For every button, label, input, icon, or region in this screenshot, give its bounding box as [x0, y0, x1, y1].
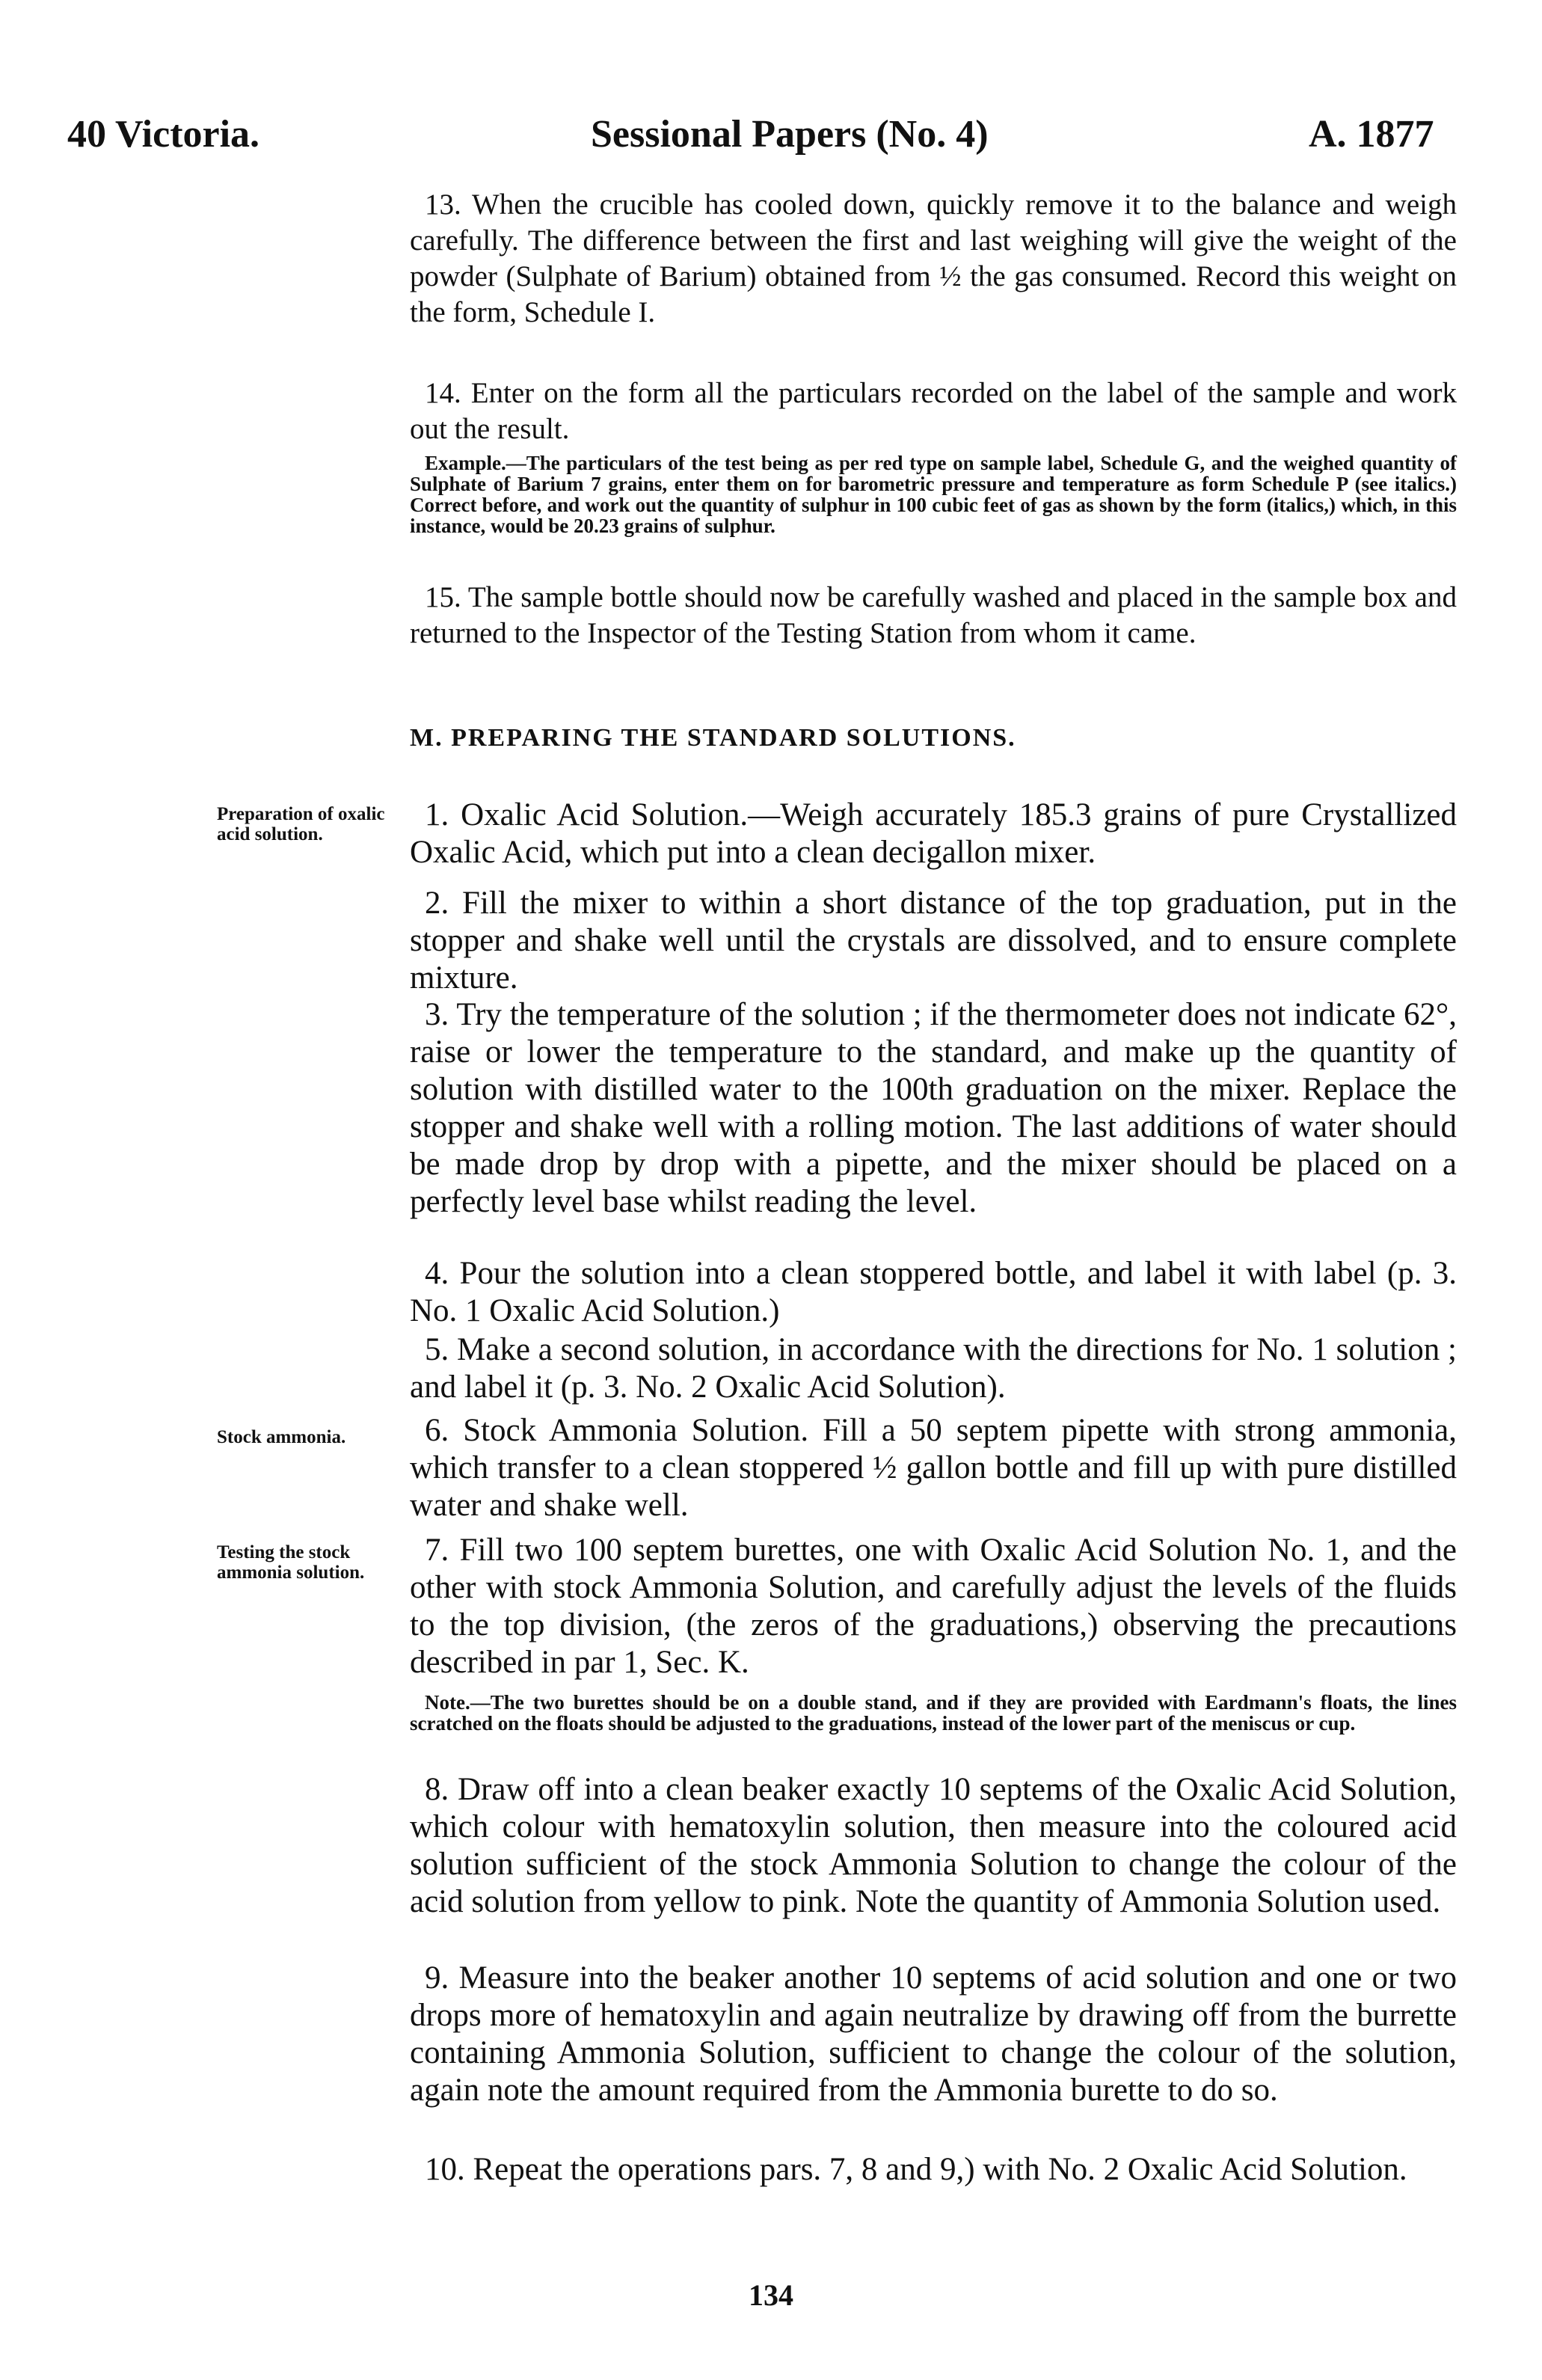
header-right: A. 1877 — [1309, 113, 1434, 156]
paragraph-s2: 2. Fill the mixer to within a short distance of the top graduation, put in the stopper and shake well until the crystals are dissolved, and to ensure complete mixture. — [410, 886, 1457, 996]
sidenote-testing: Testing the stock ammonia solution. — [217, 1542, 365, 1583]
paragraph-s10: 10. Repeat the operations pars. 7, 8 and 9,) with No. 2 Oxalic Acid Solution. — [425, 2152, 1407, 2187]
example-note: Example.—The particulars of the test being as per red type on sample label, Schedule G, and the weighed quantity of Sulphate of Barium 7 grains, enter them on for barometric pressure and temperature as form Schedule P (see italics.) Correct before, and work out the quantity of sulphur in 100 cubic feet of gas as shown by the form (italics,) which, in this instance, would be 20.23 grains of sulphur. — [410, 452, 1457, 537]
note-burettes: Note.—The two burettes should be on a double stand, and if they are provided with Eardmann's floats, the lines scratched on the floats should be adjusted to the graduations, instead of the lower part of the meniscus or cup. — [410, 1691, 1457, 1735]
sidenote-stock-ammonia: Stock ammonia. — [217, 1427, 346, 1447]
section-heading: M. PREPARING THE STANDARD SOLUTIONS. — [410, 724, 1016, 752]
paragraph-14: 14. Enter on the form all the particulars recorded on the label of the sample and work out the result. — [410, 377, 1457, 445]
paragraph-15: 15. The sample bottle should now be carefully washed and placed in the sample box and returned to the Inspector of the Testing Station from whom it came. — [410, 581, 1457, 649]
sidenote-preparation: Preparation of oxalic acid solution. — [217, 804, 385, 844]
page-number: 134 — [749, 2278, 793, 2312]
paragraph-s7: 7. Fill two 100 septem burettes, one with Oxalic Acid Solution No. 1, and the other with stock Ammonia Solution, and carefully adjust the levels of the fluids to the top division, (the zeros of the graduations,) observing the precautions described in par 1, Sec. K. — [410, 1533, 1457, 1680]
page-header — [67, 112, 1458, 157]
paragraph-s4: 4. Pour the solution into a clean stoppered bottle, and label it with label (p. 3. No. 1 Oxalic Acid Solution.) — [410, 1256, 1457, 1328]
header-center: Sessional Papers (No. 4) — [591, 113, 989, 156]
paragraph-13: 13. When the crucible has cooled down, quickly remove it to the balance and weigh carefully. The difference between the first and last weighing will give the weight of the powder (Sulphate of Barium) obtained from ½ the gas consumed. Record this weight on the form, Schedule I. — [410, 188, 1457, 328]
paragraph-s5: 5. Make a second solution, in accordance with the directions for No. 1 solution ; and label it (p. 3. No. 2 Oxalic Acid Solution). — [410, 1332, 1457, 1405]
paragraph-s8: 8. Draw off into a clean beaker exactly 10 septems of the Oxalic Acid Solution, which colour with hematoxylin solution, then measure into the coloured acid solution sufficient of the stock Ammonia Solution to change the colour of the acid solution from yellow to pink. Note the quantity of Ammonia Solution used. — [410, 1772, 1457, 1919]
paragraph-s1: 1. Oxalic Acid Solution.—Weigh accurately 185.3 grains of pure Crystallized Oxalic Acid, which put into a clean decigallon mixer. — [410, 797, 1457, 870]
header-left: 40 Victoria. — [67, 113, 260, 156]
paragraph-s9: 9. Measure into the beaker another 10 septems of acid solution and one or two drops more of hematoxylin and again neutralize by drawing off from the burrette containing Ammonia Solution, sufficient to change the colour of the solution, again note the amount required from the Ammonia burette to do so. — [410, 1960, 1457, 2108]
paragraph-s6: 6. Stock Ammonia Solution. Fill a 50 septem pipette with strong ammonia, which transfer to a clean stoppered ½ gallon bottle and fill up with pure distilled water and shake well. — [410, 1413, 1457, 1523]
paragraph-s3: 3. Try the temperature of the solution ; if the thermometer does not indicate 62°, raise or lower the temperature to the standard, and make up the quantity of solution with distilled water to the 100th graduation on the mixer. Replace the stopper and shake well with a rolling motion. The last additions of water should be made drop by drop with a pipette, and the mixer should be placed on a perfectly level base whilst reading the level. — [410, 997, 1457, 1219]
